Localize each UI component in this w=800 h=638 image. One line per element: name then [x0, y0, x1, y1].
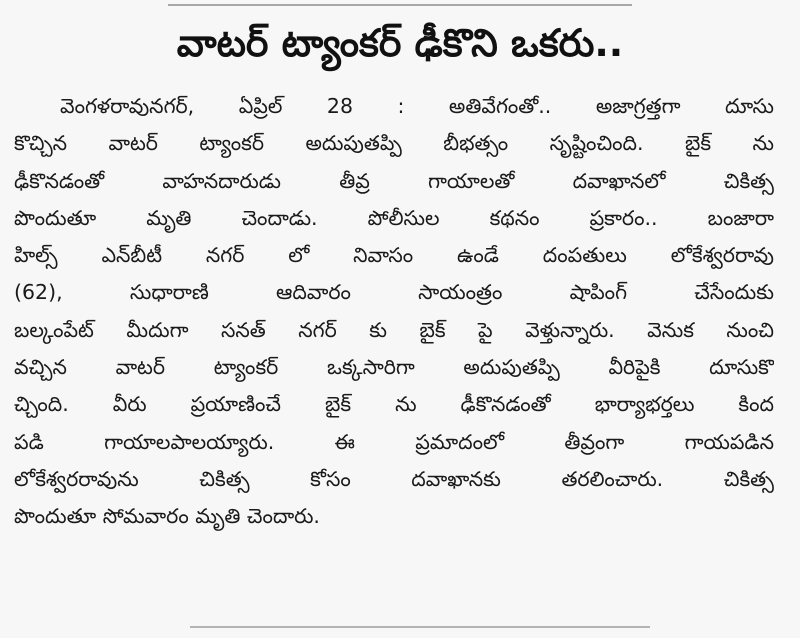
top-divider: [168, 4, 632, 6]
article-body: [14, 88, 774, 536]
article-line: హిల్స్ ఎన్‌బీటీ నగర్ లో నివాసం ఉండే దంపతులు లోకేశ్వరరావు: [14, 243, 774, 268]
article-line: కొచ్చిన వాటర్ ట్యాంకర్ అదుపుతప్పి బీభత్సం సృష్టించింది. బైక్ ను: [14, 131, 774, 156]
article-line: (62), సుధారాణి ఆదివారం సాయంత్రం షాపింగ్ చేసేందుకు: [14, 280, 774, 305]
article-line: పొందుతూ మృతి చెందాడు. పోలీసుల కథనం ప్రకారం.. బంజారా: [14, 205, 774, 230]
article-line: పడి గాయాలపాలయ్యారు. ఈ ప్రమాదంలో తీవ్రంగా గాయపడిన: [14, 429, 774, 454]
bottom-divider: [190, 626, 650, 628]
article-line: వచ్చిన వాటర్ ట్యాంకర్ ఒక్కసారిగా అదుపుతప్పి వీరిపైకి దూసుకొ: [14, 355, 774, 380]
headline: వాటర్ ట్యాంకర్ ఢీకొని ఒకరు..: [176, 21, 624, 65]
article-line: బల్కంపేట్ మీదుగా సనత్ నగర్ కు బైక్ పై వెళ్తున్నారు. వెనుక నుంచి: [14, 317, 774, 342]
article-line: లోకేశ్వరరావును చికిత్స కోసం దవాఖానకు తరలించారు. చికిత్స: [14, 466, 774, 491]
article-line: వెంగళరావునగర్, ఏప్రిల్ 28 : అతివేగంతో.. అజాగ్రత్తగా దూసు: [60, 94, 774, 118]
article-line: పొందుతూ సోమవారం మృతి చెందారు.: [14, 504, 320, 529]
article-line: ఢీకొనడంతో వాహనదారుడు తీవ్ర గాయాలతో దవాఖానలో చికిత్స: [14, 168, 774, 193]
article-line: చ్చింది. వీరు ప్రయాణించే బైక్ ను ఢీకొనడంతో భార్యాభర్తలు కింద: [14, 392, 774, 417]
